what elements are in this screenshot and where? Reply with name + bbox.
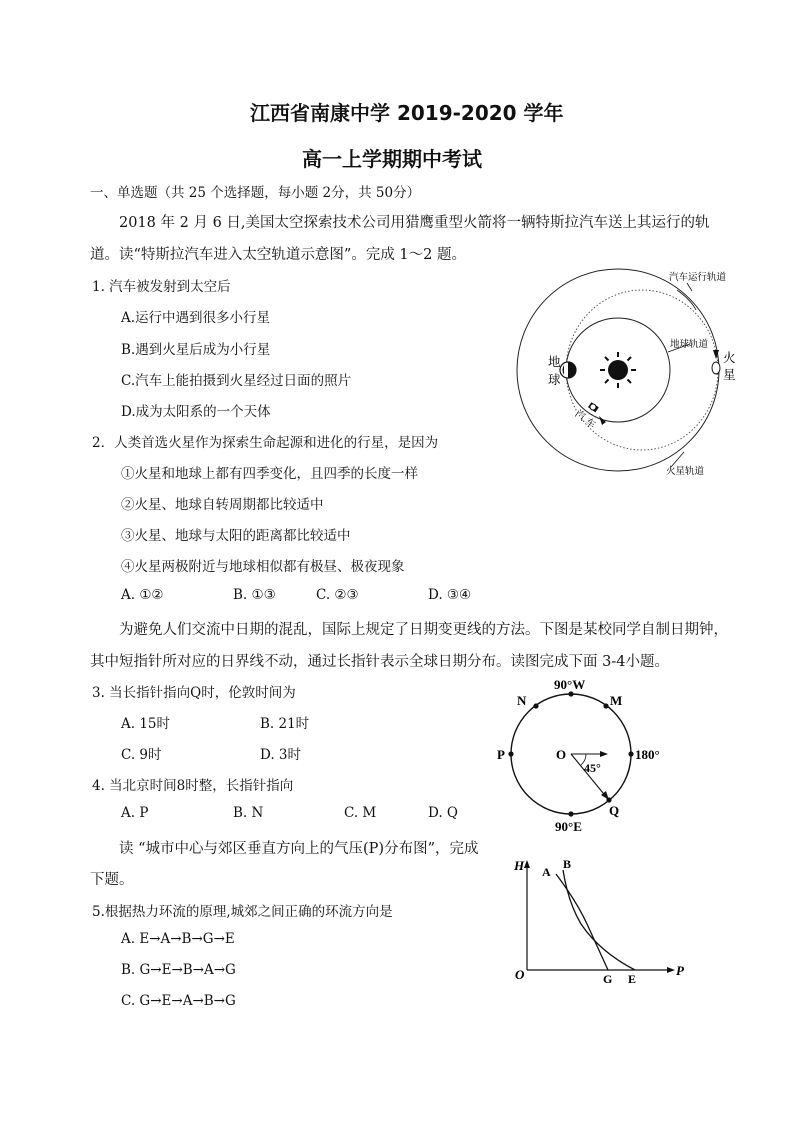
q2-stem: 2．人类首选火星作为探索生命起源和进化的行星，是因为 <box>92 435 439 451</box>
dot-m <box>603 703 608 708</box>
q3-option-a: A. 15时 <box>121 716 171 732</box>
mars-label-1: 火 <box>723 350 736 365</box>
clock-label-n: N <box>517 693 527 708</box>
q3-option-c: C. 9时 <box>121 747 162 763</box>
dot-90w <box>568 691 573 696</box>
q4-stem: 4. 当北京时间8时整，长指针指向 <box>92 778 294 794</box>
mars-label-2: 星 <box>723 367 736 382</box>
intro3-line1: 读 “城市中心与郊区垂直方向上的气压(P)分布图”，完成 <box>119 841 479 857</box>
clock-label-q: Q <box>609 803 620 818</box>
clock-label-top: 90°W <box>554 677 586 692</box>
earth-orbit-label: 地球轨道 <box>670 339 709 350</box>
q5-stem: 5.根据热力环流的原理,城郊之间正确的环流方向是 <box>92 904 393 920</box>
q1-option-c: C.汽车上能拍摄到火星经过日面的照片 <box>121 373 352 389</box>
earth-label-2: 球 <box>548 372 561 387</box>
curve-a-label: A <box>542 865 551 879</box>
dot-180 <box>628 751 633 756</box>
dot-90e <box>568 811 573 816</box>
q5-option-a: A. E→A→B→G→E <box>121 931 235 947</box>
q3-option-d: D. 3时 <box>260 747 302 763</box>
intro-paragraph-line2: 道。读“特斯拉汽车进入太空轨道示意图”。完成 1～2 题。 <box>90 247 466 263</box>
intro3-line2: 下题。 <box>90 872 134 888</box>
dot-p <box>508 751 513 756</box>
car-icon <box>588 402 599 412</box>
y-axis-arrow-icon <box>524 860 530 868</box>
clock-label-m: M <box>610 693 623 708</box>
clock-label-bottom: 90°E <box>555 819 582 834</box>
mars-icon <box>712 362 720 374</box>
mars-orbit-label: 火星轨道 <box>666 466 705 477</box>
intro2-line1: 为避免人们交流中日期的混乱，国际上规定了日期变更线的方法。下图是某校同学自制日期钟， <box>119 622 728 638</box>
clock-label-right: 180° <box>635 747 660 762</box>
earth-label-1: 地 <box>548 354 561 369</box>
q1-option-a: A.运行中遇到很多小行星 <box>121 310 271 326</box>
q1-option-b: B.遇到火星后成为小行星 <box>121 342 271 358</box>
q2-option-c: C. ②③ <box>316 587 359 603</box>
pressure-diagram <box>505 852 695 986</box>
point-e-label: E <box>628 972 637 986</box>
clock-label-p: P <box>497 747 505 762</box>
page-title: 江西省南康中学 2019-2020 学年 <box>250 101 564 125</box>
q4-option-a: A. P <box>121 805 149 821</box>
car-label-2: 车 <box>582 416 598 432</box>
curve-a <box>556 874 608 970</box>
clock-label-angle: 45° <box>584 761 601 775</box>
q2-statement-3: ③火星、地球与太阳的距离都比较适中 <box>121 528 351 544</box>
q2-statement-1: ①火星和地球上都有四季变化，且四季的长度一样 <box>121 466 418 482</box>
curve-b <box>563 870 635 970</box>
q2-option-a: A. ①② <box>121 587 164 603</box>
y-axis-label: H <box>514 858 525 873</box>
dot-n <box>533 703 538 708</box>
section-heading: 一、单选题（共 25 个选择题，每小题 2分，共 50分） <box>90 185 421 201</box>
origin-label: O <box>515 967 525 982</box>
q3-stem: 3. 当长指针指向Q时，伦敦时间为 <box>92 685 296 701</box>
q2-option-b: B. ①③ <box>233 587 276 603</box>
q5-option-b: B. G→E→B→A→G <box>121 962 236 978</box>
q4-option-c: C. M <box>344 805 377 821</box>
earth-icon <box>560 362 576 378</box>
car-orbit-label: 汽车运行轨道 <box>669 272 727 283</box>
q2-statement-2: ②火星、地球自转周期都比较适中 <box>121 497 324 513</box>
date-clock-diagram <box>490 676 680 838</box>
q4-option-d: D. Q <box>428 805 458 821</box>
curve-b-label: B <box>563 857 572 871</box>
x-axis-label: P <box>676 963 684 978</box>
q2-statement-4: ④火星两极附近与地球相似都有极昼、极夜现象 <box>121 559 405 575</box>
q4-option-b: B. N <box>233 805 264 821</box>
q1-stem: 1. 汽车被发射到太空后 <box>92 279 231 295</box>
q3-option-b: B. 21时 <box>260 716 310 732</box>
short-hand-arrow-icon <box>571 751 608 757</box>
intro2-line2: 其中短指针所对应的日界线不动，通过长指针表示全球日期分布。读图完成下面 3-4小题。 <box>90 654 669 670</box>
q1-option-d: D.成为太阳系的一个天体 <box>121 404 271 420</box>
page-subtitle: 高一上学期期中考试 <box>302 147 482 171</box>
orbit-diagram <box>500 262 750 484</box>
intro-paragraph-line1: 2018 年 2 月 6 日,美国太空探索技术公司用猎鹰重型火箭将一辆特斯拉汽车送上其运行的轨 <box>119 215 710 231</box>
q2-option-d: D. ③④ <box>428 587 472 603</box>
clock-label-center: O <box>556 747 567 762</box>
point-g-label: G <box>603 972 613 986</box>
car-label-1: 汽 <box>572 408 588 424</box>
q5-option-c: C. G→E→A→B→G <box>121 993 236 1009</box>
x-axis-arrow-icon <box>667 967 675 973</box>
sun-icon <box>600 352 636 388</box>
